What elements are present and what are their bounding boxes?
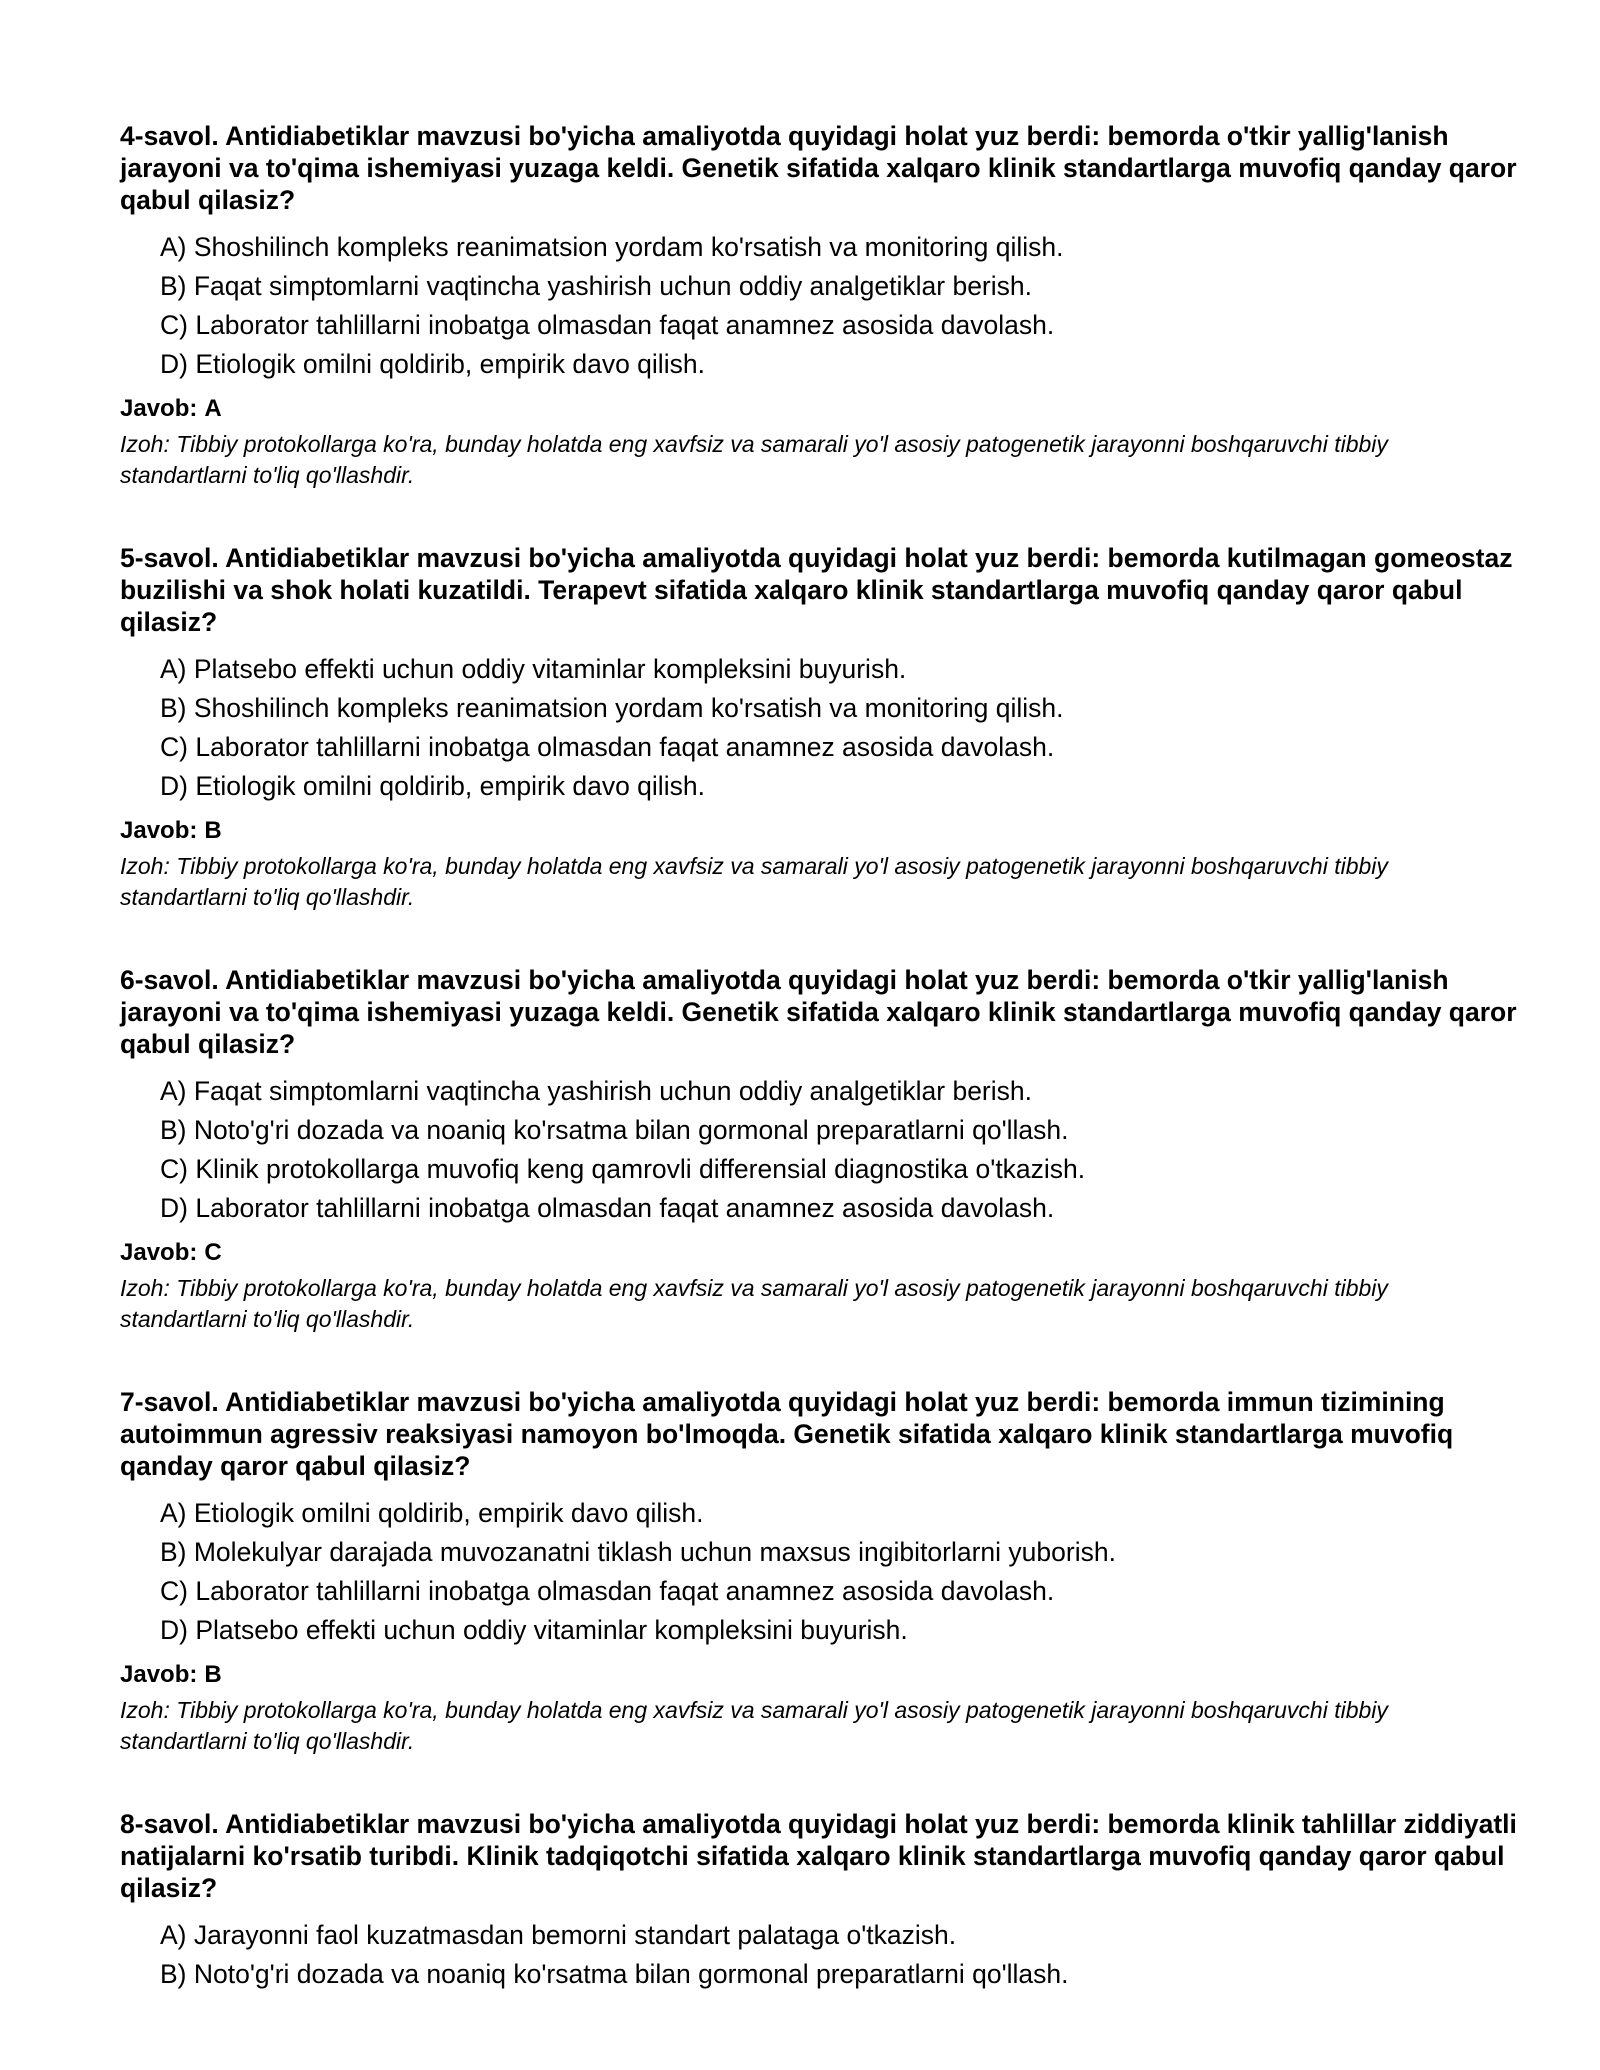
option-c: C) Klinik protokollarga muvofiq keng qamrovli differensial diagnostika o'tkazish. [160,1154,1086,1184]
option-c: C) Laborator tahlillarni inobatga olmasdan faqat anamnez asosida davolash. [160,732,1055,762]
question-text: 6-savol. Antidiabetiklar mavzusi bo'yicha amaliyotda quyidagi holat yuz berdi: bemorda o'tkir yallig'lanish jarayoni va to'qima ishemiyasi yuzaga keldi. Genetik sifatida xalqaro klinik standartlarga muvofiq qanday qaror qabul qilasiz? [120,965,1517,1059]
answer-label: Javob: [120,395,198,422]
question-text: 5-savol. Antidiabetiklar mavzusi bo'yicha amaliyotda quyidagi holat yuz berdi: bemorda kutilmagan gomeostaz buzilishi va shok holati kuzatildi. Terapevt sifatida xalqaro klinik standartlarga muvofiq qanday qaror qabul qilasiz? [120,543,1513,637]
question-5 [120,542,1520,913]
question-text: 4-savol. Antidiabetiklar mavzusi bo'yicha amaliyotda quyidagi holat yuz berdi: bemorda o'tkir yallig'lanish jarayoni va to'qima ishemiyasi yuzaga keldi. Genetik sifatida xalqaro klinik standartlarga muvofiq qanday qaror qabul qilasiz? [120,121,1517,215]
question-6 [120,964,1520,1335]
option-a: A) Platsebo effekti uchun oddiy vitaminlar kompleksini buyurish. [160,654,907,684]
answer-value: B [204,1661,222,1688]
answer-line [120,1660,1520,1690]
explanation-note: Izoh: Tibbiy protokollarga ko'ra, bunday holatda eng xavfsiz va samarali yo'l asosiy patogenetik jarayonni boshqaruvchi tibbiy standartlarni to'liq qo'llashdir. [120,853,1388,910]
options-list [120,1072,1520,1228]
question-text: 7-savol. Antidiabetiklar mavzusi bo'yicha amaliyotda quyidagi holat yuz berdi: bemorda immun tizimining autoimmun agressiv reaksiyasi namoyon bo'lmoqda. Genetik sifatida xalqaro klinik standartlarga muvofiq qanday qaror qabul qilasiz? [120,1387,1454,1481]
answer-line [120,1238,1520,1268]
option-d: D) Platsebo effekti uchun oddiy vitaminlar kompleksini buyurish. [160,1615,908,1645]
options-list [120,1494,1520,1650]
question-8 [120,1808,1520,1994]
options-list [120,1916,1520,1994]
explanation-note: Izoh: Tibbiy protokollarga ko'ra, bunday holatda eng xavfsiz va samarali yo'l asosiy patogenetik jarayonni boshqaruvchi tibbiy standartlarni to'liq qo'llashdir. [120,431,1388,488]
question-7 [120,1386,1520,1757]
option-a: A) Jarayonni faol kuzatmasdan bemorni standart palataga o'tkazish. [160,1920,957,1950]
options-list [120,650,1520,806]
option-b: B) Noto'g'ri dozada va noaniq ko'rsatma bilan gormonal preparatlarni qo'llash. [160,1959,1069,1989]
answer-label: Javob: [120,1661,198,1688]
option-a: A) Etiologik omilni qoldirib, empirik davo qilish. [160,1498,704,1528]
answer-value: A [204,395,222,422]
answer-label: Javob: [120,1239,198,1266]
option-d: D) Laborator tahlillarni inobatga olmasdan faqat anamnez asosida davolash. [160,1193,1055,1223]
option-d: D) Etiologik omilni qoldirib, empirik davo qilish. [160,771,705,801]
answer-value: C [204,1239,222,1266]
option-c: C) Laborator tahlillarni inobatga olmasdan faqat anamnez asosida davolash. [160,310,1055,340]
answer-label: Javob: [120,817,198,844]
option-a: A) Shoshilinch kompleks reanimatsion yordam ko'rsatish va monitoring qilish. [160,232,1064,262]
option-d: D) Etiologik omilni qoldirib, empirik davo qilish. [160,349,705,379]
explanation-note: Izoh: Tibbiy protokollarga ko'ra, bunday holatda eng xavfsiz va samarali yo'l asosiy patogenetik jarayonni boshqaruvchi tibbiy standartlarni to'liq qo'llashdir. [120,1275,1388,1332]
question-4 [120,120,1520,491]
option-a: A) Faqat simptomlarni vaqtincha yashirish uchun oddiy analgetiklar berish. [160,1076,1032,1106]
answer-value: B [204,817,222,844]
option-b: B) Shoshilinch kompleks reanimatsion yordam ko'rsatish va monitoring qilish. [160,693,1064,723]
answer-line [120,394,1520,424]
option-b: B) Molekulyar darajada muvozanatni tiklash uchun maxsus ingibitorlarni yuborish. [160,1537,1116,1567]
question-text: 8-savol. Antidiabetiklar mavzusi bo'yicha amaliyotda quyidagi holat yuz berdi: bemorda klinik tahlillar ziddiyatli natijalarni ko'rsatib turibdi. Klinik tadqiqotchi sifatida xalqaro klinik standartlarga muvofiq qanday qaror qabul qilasiz? [120,1809,1517,1903]
option-c: C) Laborator tahlillarni inobatga olmasdan faqat anamnez asosida davolash. [160,1576,1055,1606]
option-b: B) Noto'g'ri dozada va noaniq ko'rsatma bilan gormonal preparatlarni qo'llash. [160,1115,1069,1145]
options-list [120,228,1520,384]
option-b: B) Faqat simptomlarni vaqtincha yashirish uchun oddiy analgetiklar berish. [160,271,1032,301]
answer-line [120,816,1520,846]
explanation-note: Izoh: Tibbiy protokollarga ko'ra, bunday holatda eng xavfsiz va samarali yo'l asosiy patogenetik jarayonni boshqaruvchi tibbiy standartlarni to'liq qo'llashdir. [120,1697,1388,1754]
